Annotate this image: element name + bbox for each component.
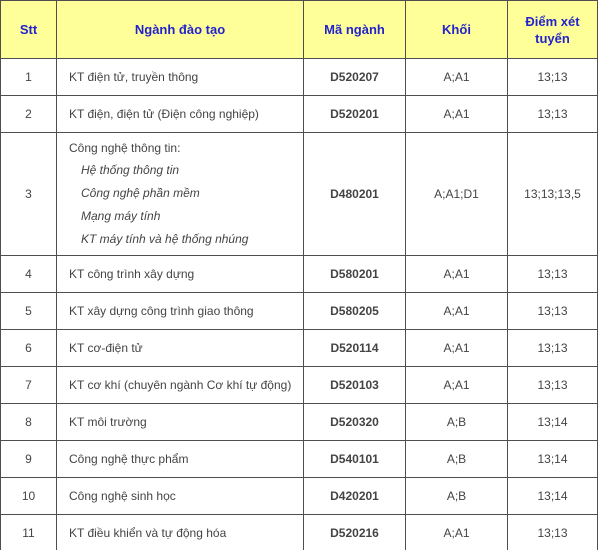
table-row xyxy=(1,441,598,478)
program-name: KT điện tử, truyền thông xyxy=(69,70,199,84)
cell-khoi: A;A1 xyxy=(406,293,508,330)
header-ma-nganh: Mã ngành xyxy=(304,1,406,59)
cell-khoi: A;A1 xyxy=(406,330,508,367)
cell-ma-nganh: D480201 xyxy=(304,133,406,256)
cell-diem: 13;13 xyxy=(508,330,598,367)
program-sub-item: Hệ thống thông tin xyxy=(81,163,180,177)
cell-nganh xyxy=(57,96,304,133)
cell-stt: 10 xyxy=(1,478,57,515)
cell-stt: 4 xyxy=(1,256,57,293)
header-stt: Stt xyxy=(1,1,57,59)
cell-stt: 6 xyxy=(1,330,57,367)
table-body xyxy=(1,59,598,550)
cell-ma-nganh: D420201 xyxy=(304,478,406,515)
table-row xyxy=(1,293,598,330)
header-nganh: Ngành đào tạo xyxy=(57,1,304,59)
cell-nganh xyxy=(57,330,304,367)
table-row xyxy=(1,515,598,550)
cell-ma-nganh: D520114 xyxy=(304,330,406,367)
cell-stt: 1 xyxy=(1,59,57,96)
cell-nganh xyxy=(57,256,304,293)
table-header xyxy=(1,1,598,59)
cell-stt: 11 xyxy=(1,515,57,550)
cell-nganh xyxy=(57,367,304,404)
cell-nganh xyxy=(57,133,304,256)
program-name: KT cơ khí (chuyên ngành Cơ khí tự động) xyxy=(69,378,292,392)
cell-khoi: A;A1 xyxy=(406,515,508,550)
program-name: KT điều khiển và tự động hóa xyxy=(69,526,227,540)
cell-nganh xyxy=(57,59,304,96)
table-row xyxy=(1,330,598,367)
cell-diem: 13;13 xyxy=(508,96,598,133)
table-row xyxy=(1,256,598,293)
cell-khoi: A;A1;D1 xyxy=(406,133,508,256)
cell-khoi: A;A1 xyxy=(406,256,508,293)
cell-stt: 3 xyxy=(1,133,57,256)
cell-khoi: A;A1 xyxy=(406,59,508,96)
cell-diem: 13;13 xyxy=(508,59,598,96)
cell-ma-nganh: D520320 xyxy=(304,404,406,441)
program-name: KT môi trường xyxy=(69,415,147,429)
table-row xyxy=(1,404,598,441)
program-name: KT xây dựng công trình giao thông xyxy=(69,304,254,318)
cell-diem: 13;13 xyxy=(508,293,598,330)
program-sub-item: Mạng máy tính xyxy=(81,209,161,223)
cell-ma-nganh: D580201 xyxy=(304,256,406,293)
table-row xyxy=(1,59,598,96)
program-name: KT cơ-điện tử xyxy=(69,341,143,355)
cell-diem: 13;14 xyxy=(508,441,598,478)
cell-khoi: A;A1 xyxy=(406,367,508,404)
cell-ma-nganh: D520207 xyxy=(304,59,406,96)
header-row xyxy=(1,1,598,59)
cell-stt: 9 xyxy=(1,441,57,478)
cell-diem: 13;13;13,5 xyxy=(508,133,598,256)
program-name: Công nghệ sinh học xyxy=(69,489,176,503)
cell-ma-nganh: D520103 xyxy=(304,367,406,404)
header-khoi: Khối xyxy=(406,1,508,59)
cell-nganh xyxy=(57,478,304,515)
program-sub-item: Công nghệ phần mềm xyxy=(81,186,200,200)
cell-stt: 8 xyxy=(1,404,57,441)
cell-khoi: A;B xyxy=(406,404,508,441)
cell-khoi: A;B xyxy=(406,441,508,478)
program-name: KT điện, điện tử (Điện công nghiệp) xyxy=(69,107,259,121)
cell-stt: 2 xyxy=(1,96,57,133)
table-row xyxy=(1,133,598,256)
table-row xyxy=(1,96,598,133)
cell-ma-nganh: D520216 xyxy=(304,515,406,550)
cell-diem: 13;14 xyxy=(508,404,598,441)
program-sub-item: KT máy tính và hệ thống nhúng xyxy=(81,232,249,246)
cell-khoi: A;B xyxy=(406,478,508,515)
cell-diem: 13;13 xyxy=(508,256,598,293)
cell-diem: 13;13 xyxy=(508,515,598,550)
cell-nganh xyxy=(57,515,304,550)
cell-ma-nganh: D520201 xyxy=(304,96,406,133)
cell-stt: 5 xyxy=(1,293,57,330)
cell-ma-nganh: D540101 xyxy=(304,441,406,478)
header-diem: Điểm xét tuyển xyxy=(508,1,598,59)
cell-khoi: A;A1 xyxy=(406,96,508,133)
table-row xyxy=(1,478,598,515)
cell-diem: 13;14 xyxy=(508,478,598,515)
program-name: Công nghệ thông tin: xyxy=(69,141,181,155)
program-name: KT công trình xây dựng xyxy=(69,267,195,281)
cell-ma-nganh: D580205 xyxy=(304,293,406,330)
program-name: Công nghệ thực phẩm xyxy=(69,452,189,466)
cell-diem: 13;13 xyxy=(508,367,598,404)
cell-nganh xyxy=(57,293,304,330)
table-row xyxy=(1,367,598,404)
cell-stt: 7 xyxy=(1,367,57,404)
cell-nganh xyxy=(57,441,304,478)
cell-nganh xyxy=(57,404,304,441)
